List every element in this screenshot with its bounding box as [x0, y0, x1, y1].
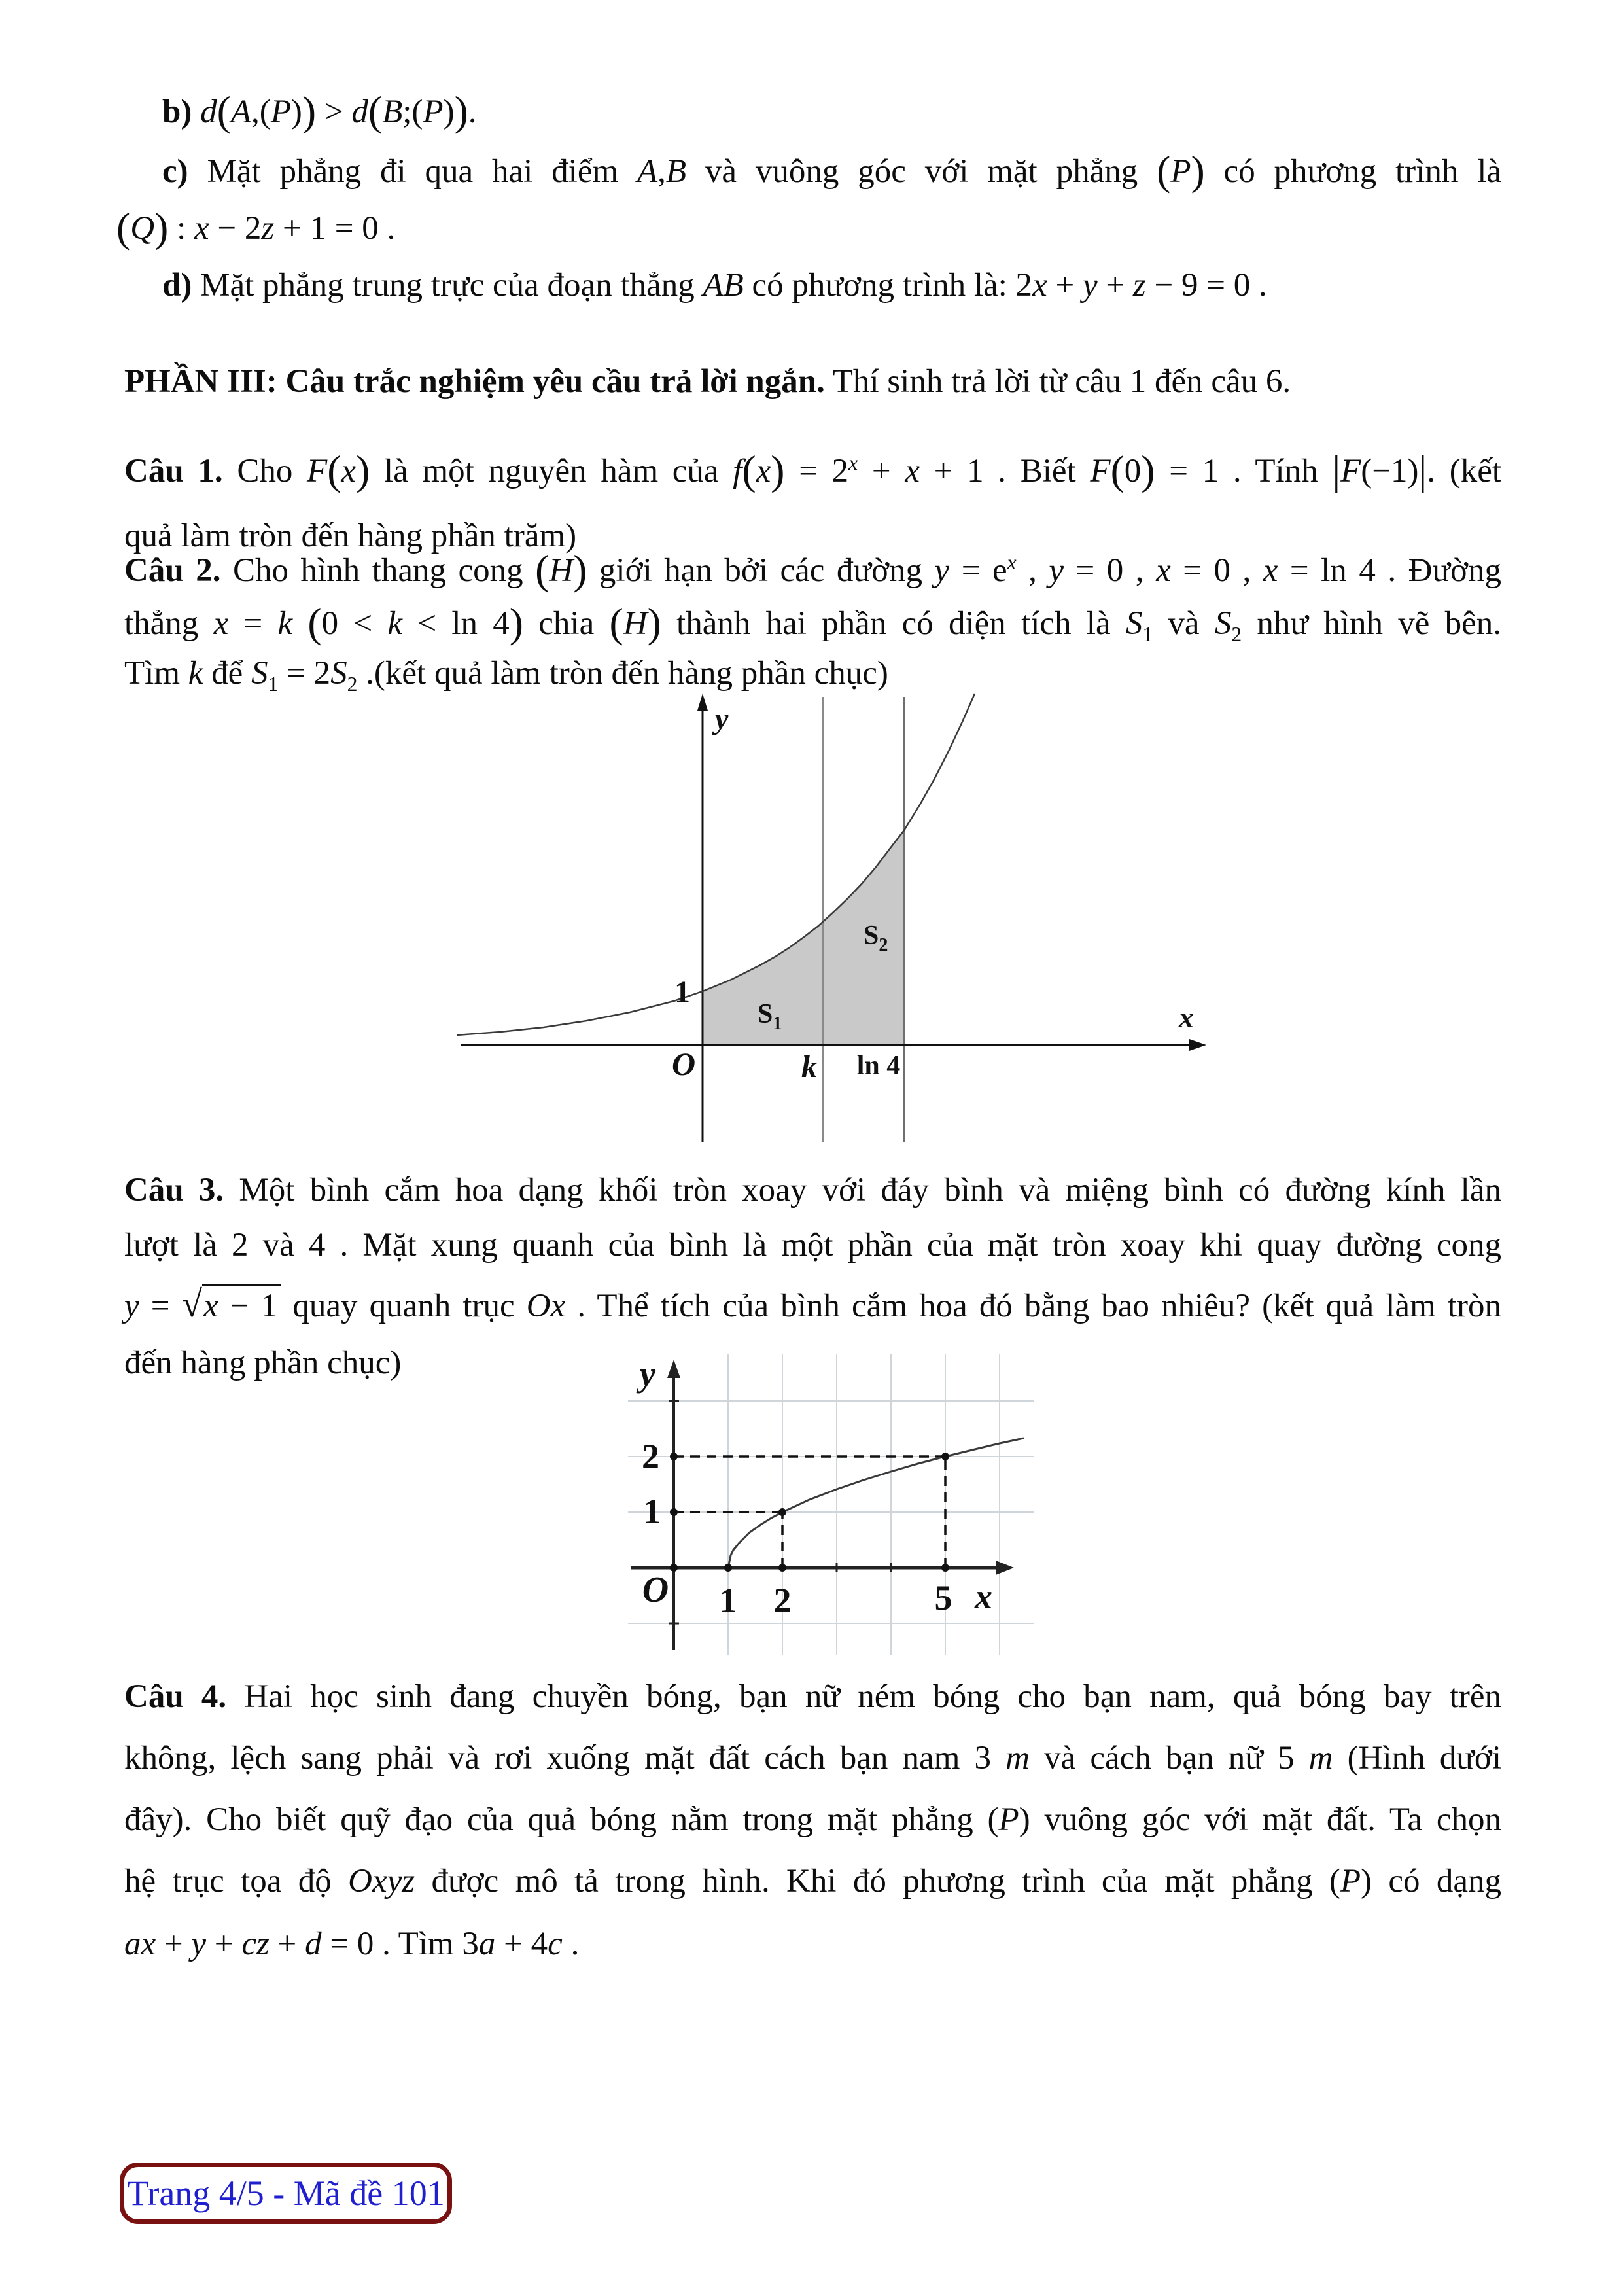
y-axis-arrow-icon [697, 694, 708, 711]
fig2-x-axis-label: x [975, 1577, 992, 1616]
fig1-y-axis-label: y [715, 702, 729, 735]
fig1-ytick-1: 1 [674, 975, 690, 1010]
fig2-y-axis-label: y [640, 1354, 655, 1394]
q4-line-2: không, lệch sang phải và rơi xuống mặt đất cách bạn nam 3 m và cách bạn nữ 5 m (Hình dưới [124, 1740, 1502, 1776]
q2-line-1: Câu 2. Cho hình thang cong (H) giới hạn bởi các đường $y = e^x$ , y = 0 , x = 0 , x = ln 4 . Đường [124, 546, 1502, 593]
fig2-xtick-1: 1 [719, 1581, 737, 1620]
y-axis-arrow-icon [667, 1360, 680, 1378]
q3-line-4: đến hàng phần chục) [124, 1345, 402, 1381]
q4-line-1: Câu 4. Hai học sinh đang chuyền bóng, bạn nữ ném bóng cho bạn nam, quả bóng bay trên [124, 1678, 1502, 1715]
section-heading [124, 361, 1501, 403]
x-axis-arrow-icon [996, 1561, 1014, 1575]
figure-sqrt-curve [621, 1348, 1040, 1662]
statement-b: b) d(A,(P)) > d(B;(P)). [162, 87, 477, 134]
fig1-s1-label: $S_1$ [758, 999, 782, 1034]
fig2-origin-label: O [642, 1570, 669, 1610]
q4-line-4: hệ trục tọa độ Oxyz được mô tả trong hình. Khi đó phương trình của mặt phẳng (P) có dạng [124, 1863, 1502, 1899]
q1-line-1: Câu 1. Cho F(x) là một nguyên hàm của $f(x) = 2^x + x + 1$ . Biết F(0) = 1 . Tính |F(−1)|. (kết [124, 446, 1502, 493]
statement-d: d) Mặt phẳng trung trực của đoạn thẳng AB có phương trình là: 2x + y + z − 9 = 0 . [162, 267, 1267, 304]
fig1-x-axis-label: x [1179, 1000, 1194, 1034]
fig1-origin-label: O [671, 1046, 696, 1082]
page-number-badge: Trang 4/5 - Mã đề 101 [120, 2163, 452, 2224]
statement-c-line1: c) Mặt phẳng đi qua hai điểm A,B và vuông góc với mặt phẳng (P) có phương trình là [162, 147, 1501, 194]
figure-exponential-regions [445, 692, 1217, 1144]
statement-c-line2: (Q) : x − 2z + 1 = 0 . [116, 203, 396, 251]
q3-line-3: y = √x − 1 quay quanh trục Ox . Thể tích của bình cắm hoa đó bằng bao nhiêu? (kết quả làm tròn [124, 1284, 1502, 1325]
section-heading-bold: PHẦN III: Câu trắc nghiệm yêu cầu trả lời ngắn. [124, 363, 825, 400]
q4-line-3: đây). Cho biết quỹ đạo của quả bóng nằm trong mặt phẳng (P) vuông góc với mặt đất. Ta chọn [124, 1801, 1501, 1838]
fig1-ln4-label: ln 4 [856, 1051, 901, 1081]
grid-lines [628, 1354, 1034, 1655]
q2-line-2: thẳng x = k (0 < k < ln 4) chia (H) thành hai phần có diện tích là $S_1$ và $S_2$ như hình vẽ bên. [124, 599, 1501, 646]
q3-line-1: Câu 3. Một bình cắm hoa dạng khối tròn xoay với đáy bình và miệng bình có đường kính lần [124, 1172, 1501, 1209]
fig2-ytick-1: 1 [643, 1492, 661, 1531]
x-axis-arrow-icon [1189, 1039, 1206, 1051]
section-heading-rest: Thí sinh trả lời từ câu 1 đến câu 6. [824, 363, 1291, 400]
q4-line-5: ax + y + cz + d = 0 . Tìm 3a + 4c . [124, 1926, 580, 1962]
fig2-xtick-2: 2 [773, 1581, 792, 1620]
q3-line-2: lượt là 2 và 4 . Mặt xung quanh của bình là một phần của mặt tròn xoay khi quay đường cong [124, 1227, 1501, 1263]
fig2-xtick-5: 5 [934, 1578, 952, 1617]
fig1-s2-label: $S_2$ [864, 921, 888, 955]
fig2-ytick-2: 2 [642, 1437, 659, 1476]
q2-line-3: Tìm k để $S_1 = 2S_2$ .(kết quả làm tròn đến hàng phần chục) [124, 655, 888, 696]
q1-line-2: quả làm tròn đến hàng phần trăm) [124, 518, 577, 554]
fig1-k-label: k [801, 1050, 817, 1084]
